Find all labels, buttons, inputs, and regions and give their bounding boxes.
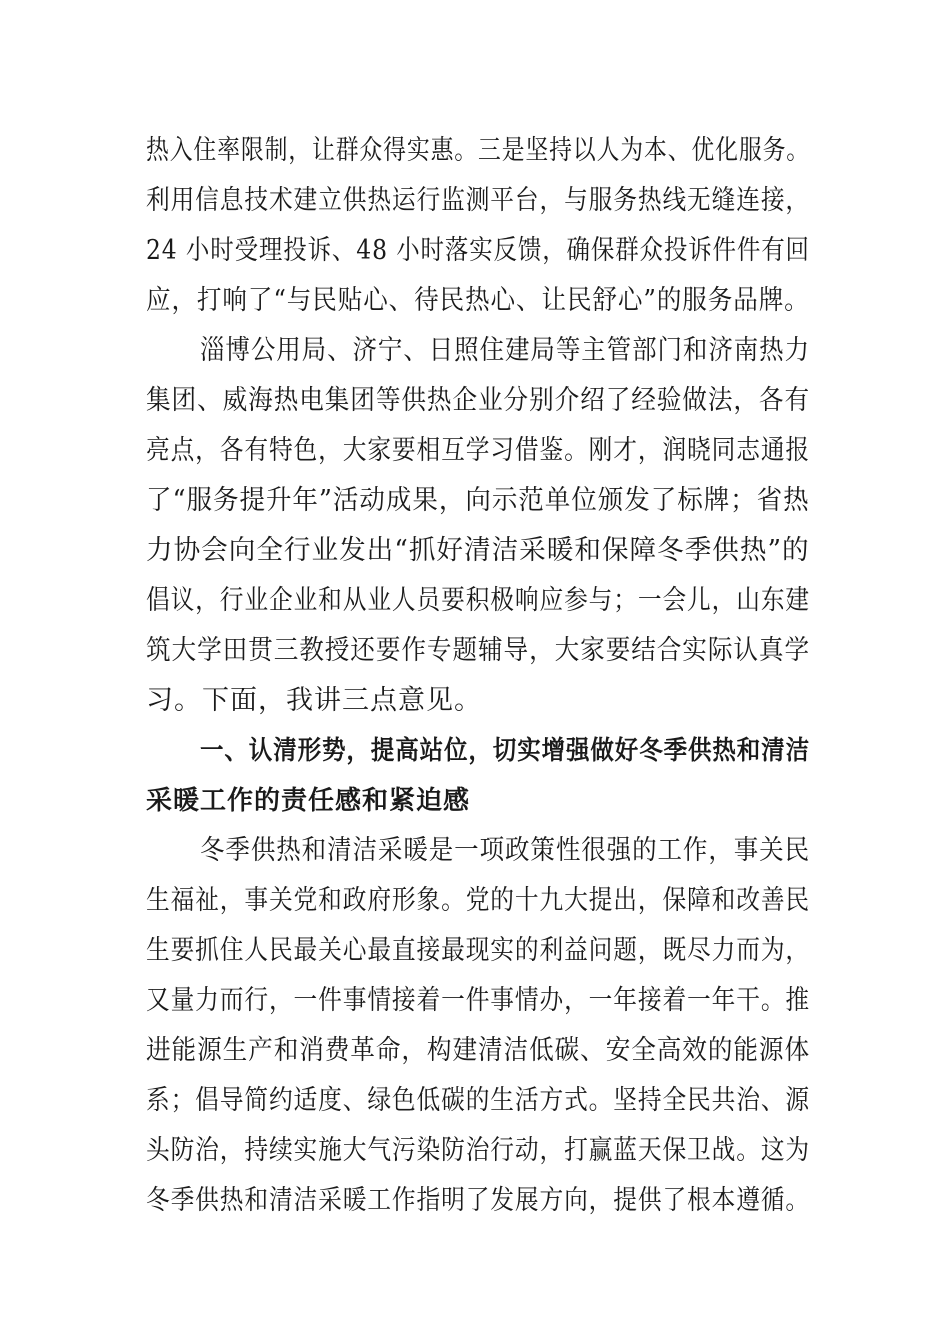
text-line: 系；倡导简约适度、绿色低碳的生活方式。坚持全民共治、源 [146,1085,810,1116]
text-line: 24 小时受理投诉、48 小时落实反馈，确保群众投诉件件有回 [146,235,810,266]
text-line: 生要抓住人民最关心最直接最现实的利益问题，既尽力而为， [146,935,810,966]
text-line: 筑大学田贯三教授还要作专题辅导，大家要结合实际认真学 [146,635,810,666]
heading-line: 采暖工作的责任感和紧迫感 [146,786,471,816]
text-line: 头防治，持续实施大气污染防治行动，打赢蓝天保卫战。这为 [146,1135,810,1166]
text-line: 冬季供热和清洁采暖工作指明了发展方向，提供了根本遵循。 [146,1185,810,1216]
text-line: 生福祉，事关党和政府形象。党的十九大提出，保障和改善民 [146,885,810,916]
text-line: 集团、威海热电集团等供热企业分别介绍了经验做法，各有 [146,385,810,416]
text-line: 进能源生产和消费革命，构建清洁低碳、安全高效的能源体 [146,1035,810,1066]
text-line: 应，打响了“与民贴心、待民热心、让民舒心”的服务品牌。 [146,285,810,316]
text-line: 了“服务提升年”活动成果，向示范单位颁发了标牌；省热 [146,485,810,516]
text-line: 亮点，各有特色，大家要相互学习借鉴。刚才，润晓同志通报 [146,435,810,466]
text-line: 利用信息技术建立供热运行监测平台，与服务热线无缝连接， [146,185,810,216]
text-line: 又量力而行，一件事情接着一件事情办，一年接着一年干。推 [146,985,810,1016]
text-line: 习。下面，我讲三点意见。 [146,685,482,716]
text-line: 倡议，行业企业和从业人员要积极响应参与；一会儿，山东建 [146,585,810,616]
heading-line: 一、认清形势，提高站位，切实增强做好冬季供热和清洁 [200,736,811,766]
text-line: 淄博公用局、济宁、日照住建局等主管部门和济南热力 [200,335,810,366]
text-line: 热入住率限制，让群众得实惠。三是坚持以人为本、优化服务。 [146,135,810,166]
text-line: 力协会向全行业发出“抓好清洁采暖和保障冬季供热”的 [146,535,810,566]
text-line: 冬季供热和清洁采暖是一项政策性很强的工作，事关民 [200,835,810,866]
